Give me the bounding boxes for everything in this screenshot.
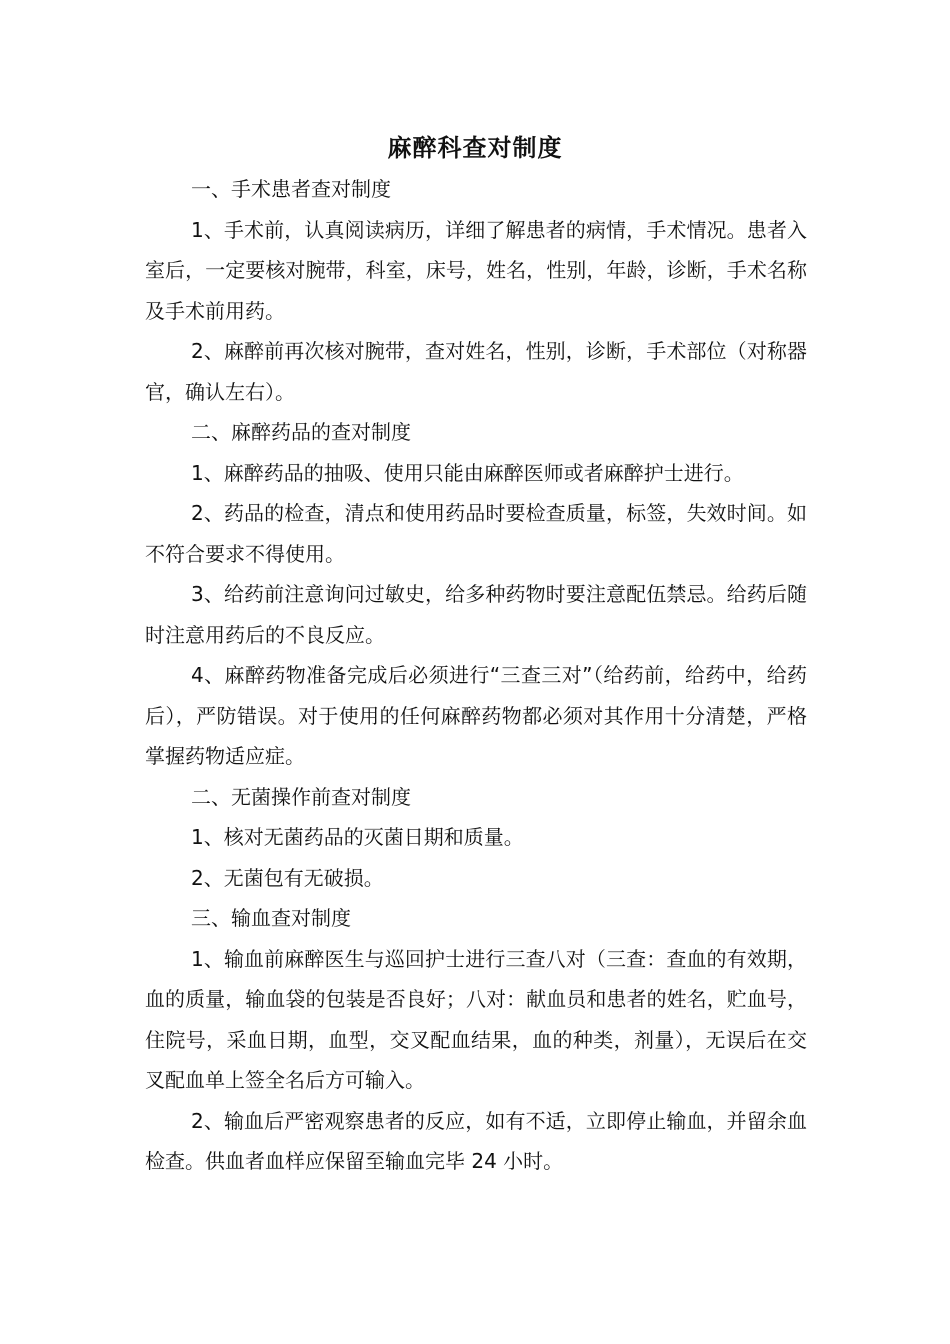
- paragraph: 2、药品的检查，清点和使用药品时要检查质量，标签，失效时间。如不符合要求不得使用。: [145, 501, 807, 566]
- paragraph: 2、输血后严密观察患者的反应，如有不适，立即停止输血，并留余血检查。供血者血样应保留至输血完毕 24 小时。: [145, 1108, 807, 1173]
- paragraph: 2、麻醉前再次核对腕带，查对姓名，性别，诊断，手术部位（对称器官，确认左右）。: [145, 339, 807, 404]
- paragraph: 1、输血前麻醉医生与巡回护士进行三查八对（三查：查血的有效期，血的质量，输血袋的包装是否良好；八对：献血员和患者的姓名，贮血号，住院号，采血日期，血型，交叉配血结果，血的种类，剂量），无误后在交叉配血单上签全名后方可输入。: [145, 946, 807, 1092]
- section-heading-aseptic-operation-check: 二、无菌操作前查对制度: [191, 784, 411, 809]
- paragraph: 1、麻醉药品的抽吸、使用只能由麻醉医师或者麻醉护士进行。: [191, 460, 744, 485]
- paragraph: 4、麻醉药物准备完成后必须进行“三查三对”（给药前，给药中，给药后），严防错误。对于使用的任何麻醉药物都必须对其作用十分清楚，严格掌握药物适应症。: [145, 663, 807, 768]
- paragraph: 1、手术前，认真阅读病历，详细了解患者的病情，手术情况。患者入室后，一定要核对腕带，科室，床号，姓名，性别，年龄，诊断，手术名称及手术前用药。: [145, 217, 807, 323]
- paragraph: 1、核对无菌药品的灭菌日期和质量。: [191, 825, 524, 849]
- paragraph: 2、无菌包有无破损。: [191, 865, 384, 890]
- section-heading-surgery-patient-check: 一、手术患者查对制度: [191, 177, 391, 201]
- section-heading-blood-transfusion-check: 三、输血查对制度: [191, 906, 351, 930]
- section-heading-anesthetic-drug-check: 二、麻醉药品的查对制度: [191, 420, 411, 444]
- paragraph: 3、给药前注意询问过敏史，给多种药物时要注意配伍禁忌。给药后随时注意用药后的不良反应。: [145, 582, 807, 647]
- document-body: [145, 169, 807, 1182]
- document-title: 麻醉科查对制度: [387, 133, 563, 162]
